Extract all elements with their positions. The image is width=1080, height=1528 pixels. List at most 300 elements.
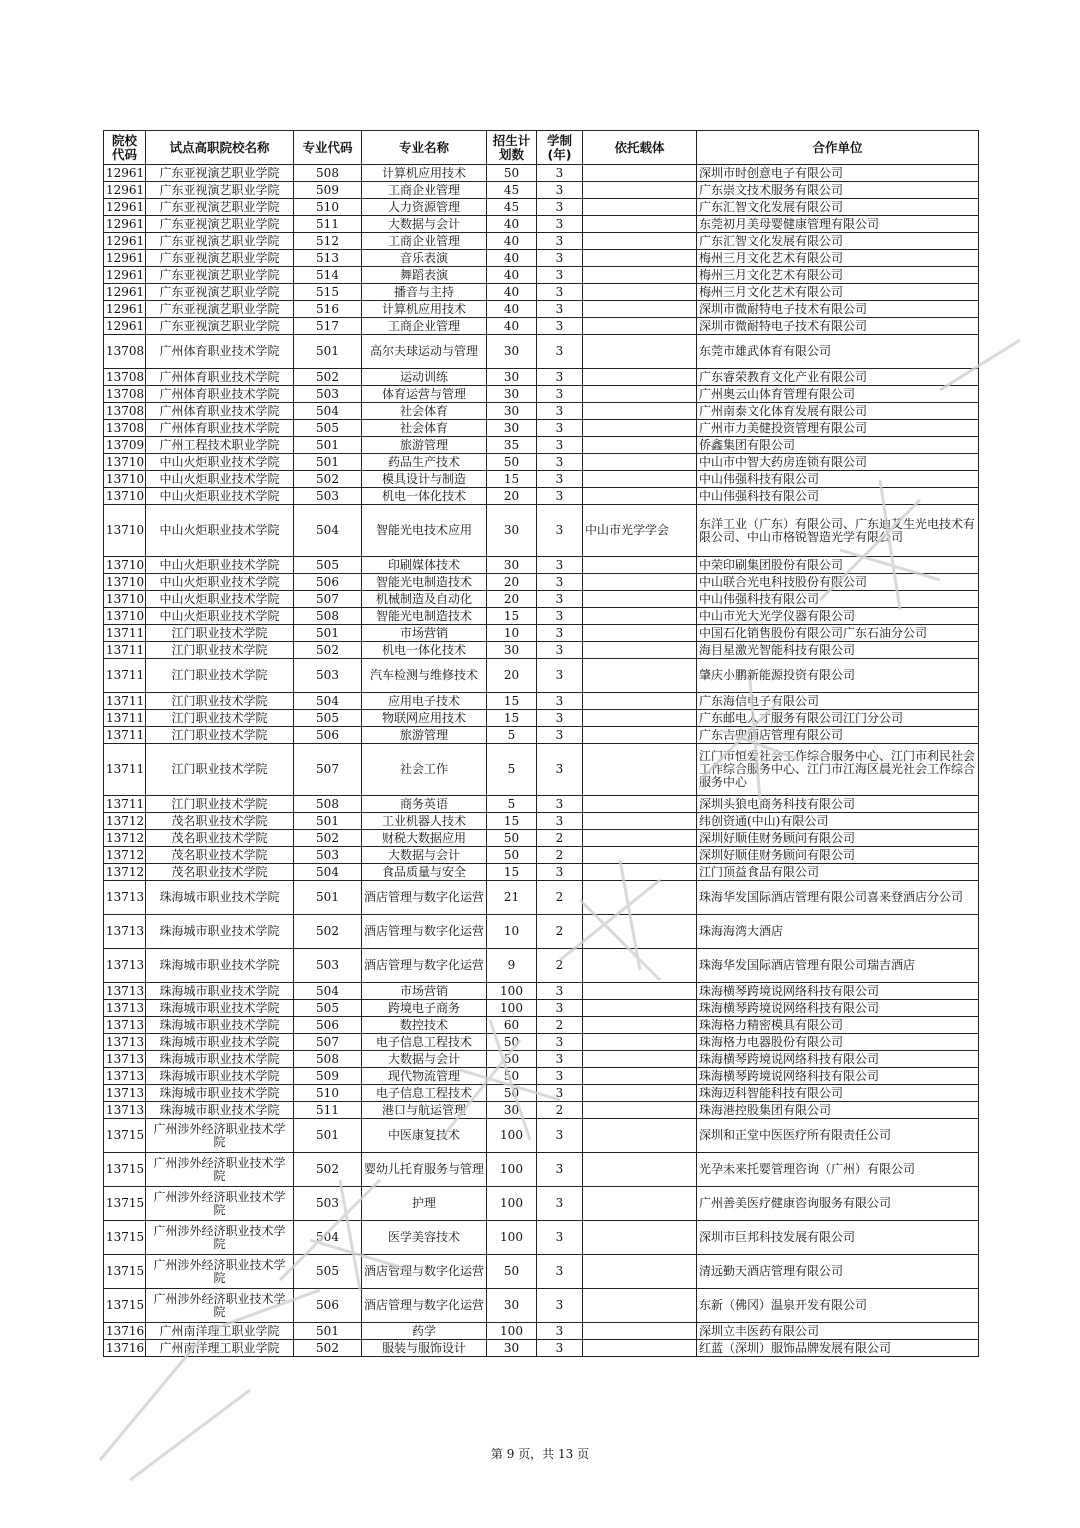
cell-carrier — [583, 1102, 697, 1119]
cell-duration: 3 — [537, 233, 583, 250]
cell-school-code: 13710 — [104, 488, 146, 505]
cell-major-name: 酒店管理与数字化运营 — [362, 949, 487, 983]
cell-school-name: 茂名职业技术学院 — [146, 830, 294, 847]
cell-partner: 中荣印刷集团股份有限公司 — [697, 557, 979, 574]
cell-major-code: 508 — [294, 165, 362, 182]
cell-major-code: 505 — [294, 420, 362, 437]
cell-major-name: 酒店管理与数字化运营 — [362, 1255, 487, 1289]
table-row — [104, 1153, 979, 1187]
cell-duration: 3 — [537, 267, 583, 284]
table-row — [104, 727, 979, 744]
cell-duration: 3 — [537, 505, 583, 557]
cell-school-code: 13710 — [104, 557, 146, 574]
cell-school-name: 珠海城市职业技术学院 — [146, 1102, 294, 1119]
cell-partner: 广东汇智文化发展有限公司 — [697, 199, 979, 216]
cell-school-name: 广东亚视演艺职业学院 — [146, 301, 294, 318]
table-row — [104, 625, 979, 642]
cell-enroll-plan: 30 — [487, 369, 537, 386]
cell-duration: 2 — [537, 830, 583, 847]
cell-duration: 3 — [537, 182, 583, 199]
cell-school-name: 珠海城市职业技术学院 — [146, 1051, 294, 1068]
cell-enroll-plan: 40 — [487, 301, 537, 318]
cell-partner: 江门顶益食品有限公司 — [697, 864, 979, 881]
cell-major-name: 财税大数据应用 — [362, 830, 487, 847]
cell-major-code: 501 — [294, 625, 362, 642]
cell-school-name: 中山火炬职业技术学院 — [146, 454, 294, 471]
cell-school-code: 13712 — [104, 830, 146, 847]
cell-duration: 3 — [537, 318, 583, 335]
cell-enroll-plan: 21 — [487, 881, 537, 915]
header-duration: 学制(年) — [537, 131, 583, 165]
cell-partner: 珠海海湾大酒店 — [697, 915, 979, 949]
cell-partner: 梅州三月文化艺术有限公司 — [697, 284, 979, 301]
table-row — [104, 437, 979, 454]
cell-major-name: 播音与主持 — [362, 284, 487, 301]
cell-school-code: 13715 — [104, 1153, 146, 1187]
cell-carrier — [583, 881, 697, 915]
cell-school-code: 12961 — [104, 267, 146, 284]
table-row — [104, 608, 979, 625]
cell-major-code: 504 — [294, 693, 362, 710]
table-row — [104, 182, 979, 199]
table-row — [104, 386, 979, 403]
cell-major-name: 音乐表演 — [362, 250, 487, 267]
cell-partner: 侨鑫集团有限公司 — [697, 437, 979, 454]
cell-duration: 2 — [537, 1102, 583, 1119]
cell-partner: 深圳好顺佳财务顾问有限公司 — [697, 847, 979, 864]
cell-school-name: 广州体育职业技术学院 — [146, 369, 294, 386]
cell-duration: 3 — [537, 250, 583, 267]
cell-carrier — [583, 1119, 697, 1153]
cell-carrier — [583, 1153, 697, 1187]
cell-school-name: 江门职业技术学院 — [146, 727, 294, 744]
cell-partner: 珠海横琴跨境说网络科技有限公司 — [697, 1000, 979, 1017]
cell-school-code: 12961 — [104, 165, 146, 182]
cell-carrier — [583, 199, 697, 216]
cell-school-code: 13712 — [104, 864, 146, 881]
cell-school-code: 13711 — [104, 642, 146, 659]
cell-carrier — [583, 386, 697, 403]
cell-duration: 3 — [537, 386, 583, 403]
cell-school-code: 13713 — [104, 1051, 146, 1068]
cell-major-code: 509 — [294, 182, 362, 199]
cell-duration: 3 — [537, 693, 583, 710]
cell-carrier: 中山市光学学会 — [583, 505, 697, 557]
cell-school-name: 广州体育职业技术学院 — [146, 335, 294, 369]
cell-school-name: 珠海城市职业技术学院 — [146, 1085, 294, 1102]
cell-partner: 广东邮电人才服务有限公司江门分公司 — [697, 710, 979, 727]
table-row — [104, 233, 979, 250]
cell-school-code: 13715 — [104, 1187, 146, 1221]
cell-school-name: 广东亚视演艺职业学院 — [146, 182, 294, 199]
cell-partner: 深圳头狼电商务科技有限公司 — [697, 796, 979, 813]
cell-major-code: 502 — [294, 915, 362, 949]
cell-school-name: 茂名职业技术学院 — [146, 864, 294, 881]
cell-major-code: 516 — [294, 301, 362, 318]
cell-enroll-plan: 100 — [487, 983, 537, 1000]
cell-major-code: 502 — [294, 830, 362, 847]
cell-carrier — [583, 250, 697, 267]
cell-major-name: 酒店管理与数字化运营 — [362, 881, 487, 915]
cell-enroll-plan: 20 — [487, 659, 537, 693]
cell-carrier — [583, 744, 697, 796]
table-row — [104, 1119, 979, 1153]
cell-major-name: 计算机应用技术 — [362, 301, 487, 318]
cell-enroll-plan: 40 — [487, 250, 537, 267]
cell-major-name: 商务英语 — [362, 796, 487, 813]
table-row — [104, 1340, 979, 1357]
cell-school-name: 广州体育职业技术学院 — [146, 403, 294, 420]
cell-duration: 3 — [537, 625, 583, 642]
table-row — [104, 710, 979, 727]
cell-duration: 3 — [537, 1340, 583, 1357]
cell-school-name: 广东亚视演艺职业学院 — [146, 318, 294, 335]
cell-enroll-plan: 50 — [487, 1068, 537, 1085]
table-row — [104, 335, 979, 369]
cell-enroll-plan: 50 — [487, 1255, 537, 1289]
cell-major-code: 510 — [294, 199, 362, 216]
cell-carrier — [583, 796, 697, 813]
cell-duration: 3 — [537, 1221, 583, 1255]
cell-duration: 3 — [537, 659, 583, 693]
cell-major-name: 舞蹈表演 — [362, 267, 487, 284]
cell-major-code: 501 — [294, 335, 362, 369]
cell-carrier — [583, 625, 697, 642]
cell-duration: 3 — [537, 1119, 583, 1153]
cell-partner: 东莞初月美母婴健康管理有限公司 — [697, 216, 979, 233]
cell-school-name: 珠海城市职业技术学院 — [146, 1017, 294, 1034]
cell-school-name: 广东亚视演艺职业学院 — [146, 165, 294, 182]
cell-major-name: 智能光电技术应用 — [362, 505, 487, 557]
cell-carrier — [583, 830, 697, 847]
cell-school-code: 13710 — [104, 608, 146, 625]
cell-major-name: 市场营销 — [362, 625, 487, 642]
cell-duration: 3 — [537, 1034, 583, 1051]
cell-major-name: 电子信息工程技术 — [362, 1085, 487, 1102]
cell-major-code: 504 — [294, 864, 362, 881]
cell-major-code: 507 — [294, 1034, 362, 1051]
cell-carrier — [583, 165, 697, 182]
header-school-name: 试点高职院校名称 — [146, 131, 294, 165]
table-row — [104, 813, 979, 830]
cell-school-code: 12961 — [104, 250, 146, 267]
table-row — [104, 693, 979, 710]
cell-major-name: 服装与服饰设计 — [362, 1340, 487, 1357]
cell-school-name: 江门职业技术学院 — [146, 744, 294, 796]
cell-enroll-plan: 30 — [487, 557, 537, 574]
table-row — [104, 420, 979, 437]
cell-enroll-plan: 30 — [487, 386, 537, 403]
cell-partner: 广东汇智文化发展有限公司 — [697, 233, 979, 250]
cell-partner: 中山伟强科技有限公司 — [697, 591, 979, 608]
cell-major-code: 502 — [294, 369, 362, 386]
cell-duration: 3 — [537, 216, 583, 233]
cell-school-name: 广州涉外经济职业技术学院 — [146, 1187, 294, 1221]
cell-enroll-plan: 40 — [487, 233, 537, 250]
cell-major-name: 数控技术 — [362, 1017, 487, 1034]
cell-school-code: 13710 — [104, 591, 146, 608]
cell-duration: 3 — [537, 591, 583, 608]
cell-duration: 3 — [537, 1187, 583, 1221]
cell-school-name: 广州涉外经济职业技术学院 — [146, 1221, 294, 1255]
cell-duration: 3 — [537, 1068, 583, 1085]
cell-major-name: 婴幼儿托育服务与管理 — [362, 1153, 487, 1187]
cell-major-code: 506 — [294, 574, 362, 591]
cell-major-name: 护理 — [362, 1187, 487, 1221]
table-row — [104, 471, 979, 488]
cell-major-name: 酒店管理与数字化运营 — [362, 1289, 487, 1323]
cell-carrier — [583, 659, 697, 693]
table-row — [104, 949, 979, 983]
header-major-code: 专业代码 — [294, 131, 362, 165]
cell-carrier — [583, 369, 697, 386]
cell-enroll-plan: 30 — [487, 420, 537, 437]
cell-major-name: 社会体育 — [362, 420, 487, 437]
cell-enroll-plan: 20 — [487, 574, 537, 591]
cell-enroll-plan: 35 — [487, 437, 537, 454]
cell-partner: 珠海横琴跨境说网络科技有限公司 — [697, 1068, 979, 1085]
cell-duration: 3 — [537, 813, 583, 830]
cell-major-code: 503 — [294, 1187, 362, 1221]
table-row — [104, 1068, 979, 1085]
cell-enroll-plan: 45 — [487, 199, 537, 216]
cell-school-code: 13713 — [104, 1068, 146, 1085]
cell-major-name: 印刷媒体技术 — [362, 557, 487, 574]
cell-carrier — [583, 557, 697, 574]
cell-carrier — [583, 216, 697, 233]
cell-major-code: 514 — [294, 267, 362, 284]
cell-school-name: 广东亚视演艺职业学院 — [146, 233, 294, 250]
cell-duration: 3 — [537, 301, 583, 318]
cell-major-code: 503 — [294, 949, 362, 983]
cell-partner: 东新（佛冈）温泉开发有限公司 — [697, 1289, 979, 1323]
cell-school-name: 珠海城市职业技术学院 — [146, 1068, 294, 1085]
cell-major-code: 506 — [294, 1289, 362, 1323]
cell-enroll-plan: 50 — [487, 1085, 537, 1102]
cell-carrier — [583, 284, 697, 301]
cell-school-name: 茂名职业技术学院 — [146, 813, 294, 830]
cell-carrier — [583, 693, 697, 710]
cell-major-name: 食品质量与安全 — [362, 864, 487, 881]
cell-major-name: 体育运营与管理 — [362, 386, 487, 403]
cell-school-name: 广州涉外经济职业技术学院 — [146, 1153, 294, 1187]
cell-enroll-plan: 40 — [487, 216, 537, 233]
cell-partner: 深圳市微耐特电子技术有限公司 — [697, 318, 979, 335]
cell-carrier — [583, 591, 697, 608]
cell-enroll-plan: 10 — [487, 625, 537, 642]
cell-enroll-plan: 100 — [487, 1000, 537, 1017]
table-row — [104, 318, 979, 335]
table-row — [104, 250, 979, 267]
cell-major-code: 505 — [294, 710, 362, 727]
cell-major-name: 汽车检测与维修技术 — [362, 659, 487, 693]
cell-duration: 3 — [537, 642, 583, 659]
cell-major-name: 工商企业管理 — [362, 318, 487, 335]
cell-partner: 珠海华发国际酒店管理有限公司喜来登酒店分公司 — [697, 881, 979, 915]
cell-major-name: 现代物流管理 — [362, 1068, 487, 1085]
cell-school-code: 13708 — [104, 369, 146, 386]
header-school-code: 院校代码 — [104, 131, 146, 165]
cell-school-name: 广州涉外经济职业技术学院 — [146, 1119, 294, 1153]
cell-major-name: 机电一体化技术 — [362, 642, 487, 659]
cell-duration: 2 — [537, 847, 583, 864]
cell-school-name: 广州南洋理工职业学院 — [146, 1340, 294, 1357]
cell-enroll-plan: 15 — [487, 471, 537, 488]
cell-major-code: 505 — [294, 1000, 362, 1017]
cell-enroll-plan: 60 — [487, 1017, 537, 1034]
cell-carrier — [583, 1000, 697, 1017]
cell-carrier — [583, 335, 697, 369]
cell-school-name: 江门职业技术学院 — [146, 693, 294, 710]
cell-partner: 东洋工业（广东）有限公司、广东迪艾生光电技术有限公司、中山市格锐智造光学有限公司 — [697, 505, 979, 557]
cell-major-name: 机械制造及自动化 — [362, 591, 487, 608]
cell-school-code: 13711 — [104, 727, 146, 744]
cell-carrier — [583, 1034, 697, 1051]
table-row — [104, 1017, 979, 1034]
header-major-name: 专业名称 — [362, 131, 487, 165]
cell-carrier — [583, 471, 697, 488]
cell-carrier — [583, 710, 697, 727]
table-row — [104, 369, 979, 386]
cell-partner: 广东崇文技术服务有限公司 — [697, 182, 979, 199]
cell-major-name: 机电一体化技术 — [362, 488, 487, 505]
table-row — [104, 403, 979, 420]
cell-major-code: 511 — [294, 216, 362, 233]
cell-enroll-plan: 50 — [487, 454, 537, 471]
cell-partner: 海目星激光智能科技有限公司 — [697, 642, 979, 659]
cell-carrier — [583, 608, 697, 625]
cell-school-code: 13715 — [104, 1221, 146, 1255]
cell-carrier — [583, 267, 697, 284]
cell-partner: 梅州三月文化艺术有限公司 — [697, 250, 979, 267]
table-row — [104, 488, 979, 505]
cell-school-name: 珠海城市职业技术学院 — [146, 949, 294, 983]
cell-major-code: 517 — [294, 318, 362, 335]
cell-school-code: 12961 — [104, 182, 146, 199]
cell-school-code: 13716 — [104, 1340, 146, 1357]
cell-major-name: 社会体育 — [362, 403, 487, 420]
cell-partner: 江门市恒爱社会工作综合服务中心、江门市利民社会工作综合服务中心、江门市江海区晨光社会工作综合服务中心 — [697, 744, 979, 796]
cell-school-name: 江门职业技术学院 — [146, 625, 294, 642]
cell-duration: 3 — [537, 983, 583, 1000]
cell-major-name: 大数据与会计 — [362, 216, 487, 233]
cell-major-code: 506 — [294, 727, 362, 744]
cell-major-code: 503 — [294, 488, 362, 505]
cell-major-name: 医学美容技术 — [362, 1221, 487, 1255]
cell-carrier — [583, 813, 697, 830]
cell-major-name: 社会工作 — [362, 744, 487, 796]
cell-school-code: 13708 — [104, 420, 146, 437]
cell-school-code: 12961 — [104, 284, 146, 301]
cell-major-name: 大数据与会计 — [362, 847, 487, 864]
cell-duration: 3 — [537, 727, 583, 744]
table-row — [104, 267, 979, 284]
cell-major-code: 501 — [294, 437, 362, 454]
cell-major-name: 模具设计与制造 — [362, 471, 487, 488]
cell-major-code: 502 — [294, 1153, 362, 1187]
cell-duration: 3 — [537, 488, 583, 505]
table-row — [104, 454, 979, 471]
cell-major-name: 工商企业管理 — [362, 233, 487, 250]
cell-school-name: 中山火炬职业技术学院 — [146, 574, 294, 591]
cell-school-code: 12961 — [104, 301, 146, 318]
cell-duration: 3 — [537, 471, 583, 488]
cell-major-name: 工业机器人技术 — [362, 813, 487, 830]
table-row — [104, 847, 979, 864]
cell-school-code: 13713 — [104, 1000, 146, 1017]
cell-duration: 2 — [537, 915, 583, 949]
table-row — [104, 1034, 979, 1051]
cell-enroll-plan: 50 — [487, 830, 537, 847]
header-enroll-plan: 招生计划数 — [487, 131, 537, 165]
cell-major-name: 港口与航运管理 — [362, 1102, 487, 1119]
cell-enroll-plan: 50 — [487, 847, 537, 864]
cell-carrier — [583, 301, 697, 318]
table-row — [104, 830, 979, 847]
cell-school-name: 中山火炬职业技术学院 — [146, 608, 294, 625]
cell-major-code: 501 — [294, 1323, 362, 1340]
cell-duration: 3 — [537, 369, 583, 386]
cell-school-code: 12961 — [104, 199, 146, 216]
cell-enroll-plan: 40 — [487, 318, 537, 335]
table-row — [104, 284, 979, 301]
table-row — [104, 216, 979, 233]
table-row — [104, 1102, 979, 1119]
cell-duration: 3 — [537, 1255, 583, 1289]
cell-school-code: 13711 — [104, 744, 146, 796]
cell-school-code: 13713 — [104, 915, 146, 949]
cell-major-code: 511 — [294, 1102, 362, 1119]
table-row — [104, 659, 979, 693]
cell-partner: 广州市力美健投资管理有限公司 — [697, 420, 979, 437]
cell-enroll-plan: 30 — [487, 1289, 537, 1323]
cell-enroll-plan: 20 — [487, 591, 537, 608]
cell-school-code: 13710 — [104, 505, 146, 557]
cell-carrier — [583, 454, 697, 471]
table-row — [104, 983, 979, 1000]
cell-partner: 珠海港控股集团有限公司 — [697, 1102, 979, 1119]
cell-enroll-plan: 40 — [487, 267, 537, 284]
cell-major-code: 507 — [294, 591, 362, 608]
cell-carrier — [583, 403, 697, 420]
cell-carrier — [583, 182, 697, 199]
cell-enroll-plan: 10 — [487, 915, 537, 949]
cell-duration: 2 — [537, 1017, 583, 1034]
cell-major-name: 酒店管理与数字化运营 — [362, 915, 487, 949]
cell-partner: 中山伟强科技有限公司 — [697, 488, 979, 505]
cell-school-code: 13708 — [104, 335, 146, 369]
cell-enroll-plan: 5 — [487, 796, 537, 813]
cell-carrier — [583, 864, 697, 881]
cell-partner: 深圳市微耐特电子技术有限公司 — [697, 301, 979, 318]
cell-partner: 广州南泰文化体育发展有限公司 — [697, 403, 979, 420]
table-row — [104, 1255, 979, 1289]
cell-partner: 中山市光大光学仪器有限公司 — [697, 608, 979, 625]
table-row — [104, 199, 979, 216]
cell-school-name: 中山火炬职业技术学院 — [146, 557, 294, 574]
cell-carrier — [583, 1340, 697, 1357]
cell-enroll-plan: 5 — [487, 727, 537, 744]
cell-partner: 清远勤天酒店管理有限公司 — [697, 1255, 979, 1289]
cell-school-name: 广东亚视演艺职业学院 — [146, 284, 294, 301]
cell-school-code: 13713 — [104, 983, 146, 1000]
cell-major-code: 510 — [294, 1085, 362, 1102]
cell-partner: 红蓝（深圳）服饰品牌发展有限公司 — [697, 1340, 979, 1357]
cell-duration: 3 — [537, 454, 583, 471]
cell-enroll-plan: 15 — [487, 813, 537, 830]
cell-duration: 3 — [537, 1085, 583, 1102]
cell-enroll-plan: 50 — [487, 1034, 537, 1051]
